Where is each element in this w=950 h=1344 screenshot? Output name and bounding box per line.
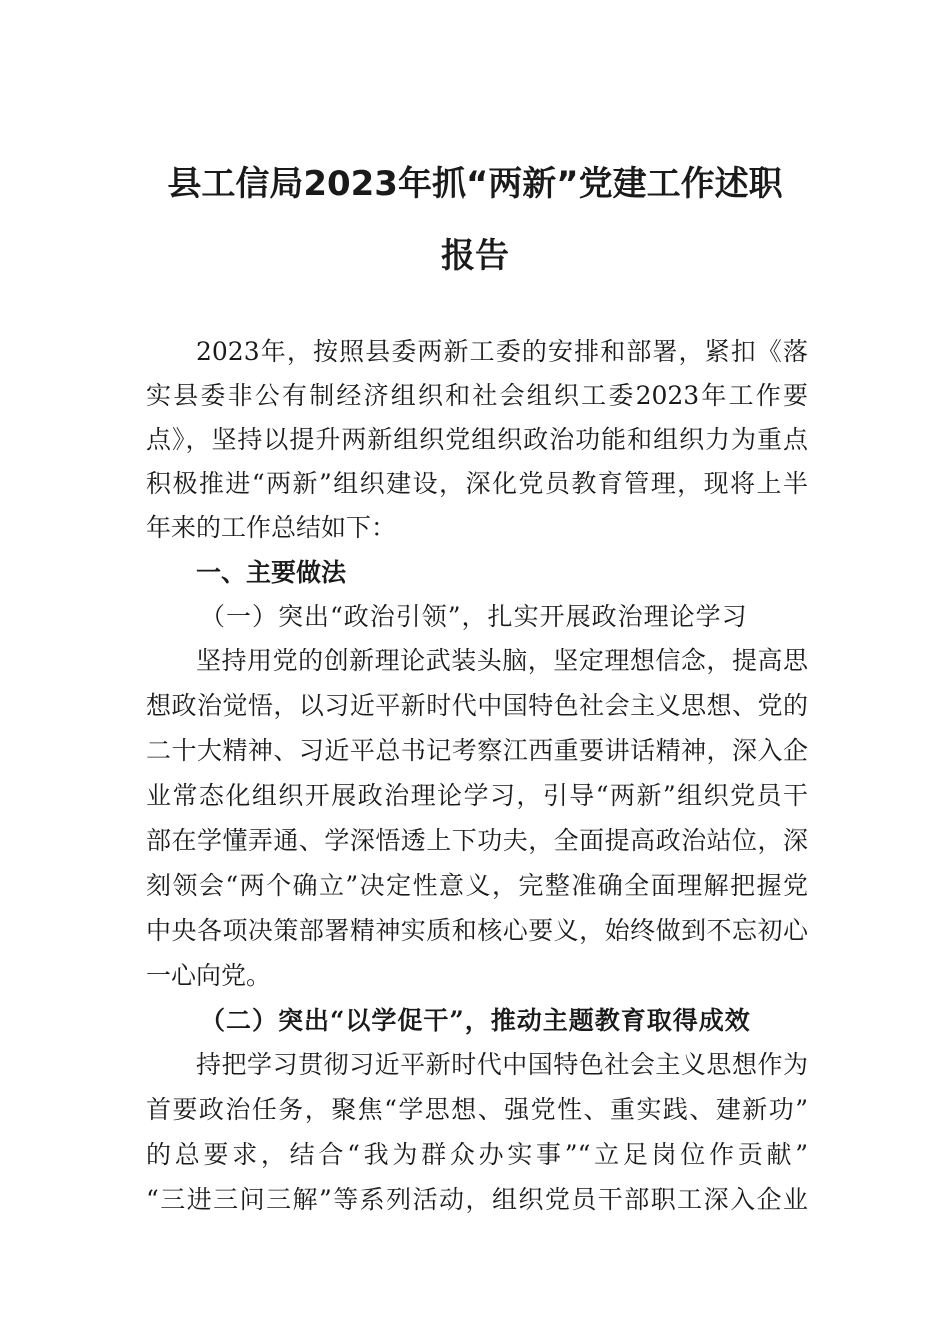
paragraph-line: 业常态化组织开展政治理论学习，引导“两新”组织党员干 — [146, 781, 808, 810]
paragraph-line: 一心向党。 — [146, 961, 272, 990]
paragraph-line: 刻领会“两个确立”决定性意义，完整准确全面理解把握党 — [146, 871, 808, 900]
paragraph-line: 的总要求，结合“我为群众办实事”“立足岗位作贡献” — [146, 1140, 808, 1169]
subsection-heading-1: （一）突出“政治引领”，扎实开展政治理论学习 — [200, 602, 748, 631]
subsection-heading-2: （二）突出“以学促干”，推动主题教育取得成效 — [200, 1006, 751, 1035]
paragraph-line: 首要政治任务，聚焦“学思想、强党性、重实践、建新功” — [146, 1095, 808, 1124]
paragraph-line: 坚持用党的创新理论武装头脑，坚定理想信念，提高思 — [196, 646, 808, 675]
paragraph-line: 二十大精神、习近平总书记考察江西重要讲话精神，深入企 — [146, 736, 808, 765]
document-title-line-2: 报告 — [441, 236, 509, 276]
intro-line: 实县委非公有制经济组织和社会组织工委2023年工作要 — [146, 381, 808, 410]
intro-line: 点》，坚持以提升两新组织党组织政治功能和组织力为重点 — [146, 425, 808, 454]
paragraph-line: 想政治觉悟，以习近平新时代中国特色社会主义思想、党的 — [146, 691, 808, 720]
paragraph-line: 部在学懂弄通、学深悟透上下功夫，全面提高政治站位，深 — [146, 826, 808, 855]
intro-line: 积极推进“两新”组织建设，深化党员教育管理，现将上半 — [146, 469, 808, 498]
paragraph-line: 中央各项决策部署精神实质和核心要义，始终做到不忘初心 — [146, 916, 808, 945]
paragraph-line: “三进三问三解”等系列活动，组织党员干部职工深入企业 — [146, 1185, 808, 1214]
section-heading: 一、主要做法 — [196, 558, 347, 587]
intro-line: 年来的工作总结如下： — [146, 513, 397, 542]
document-title-line-1: 县工信局2023年抓“两新”党建工作述职 — [167, 164, 783, 204]
paragraph-line: 持把学习贯彻习近平新时代中国特色社会主义思想作为 — [196, 1050, 808, 1079]
intro-line: 2023年，按照县委两新工委的安排和部署，紧扣《落 — [196, 337, 808, 366]
